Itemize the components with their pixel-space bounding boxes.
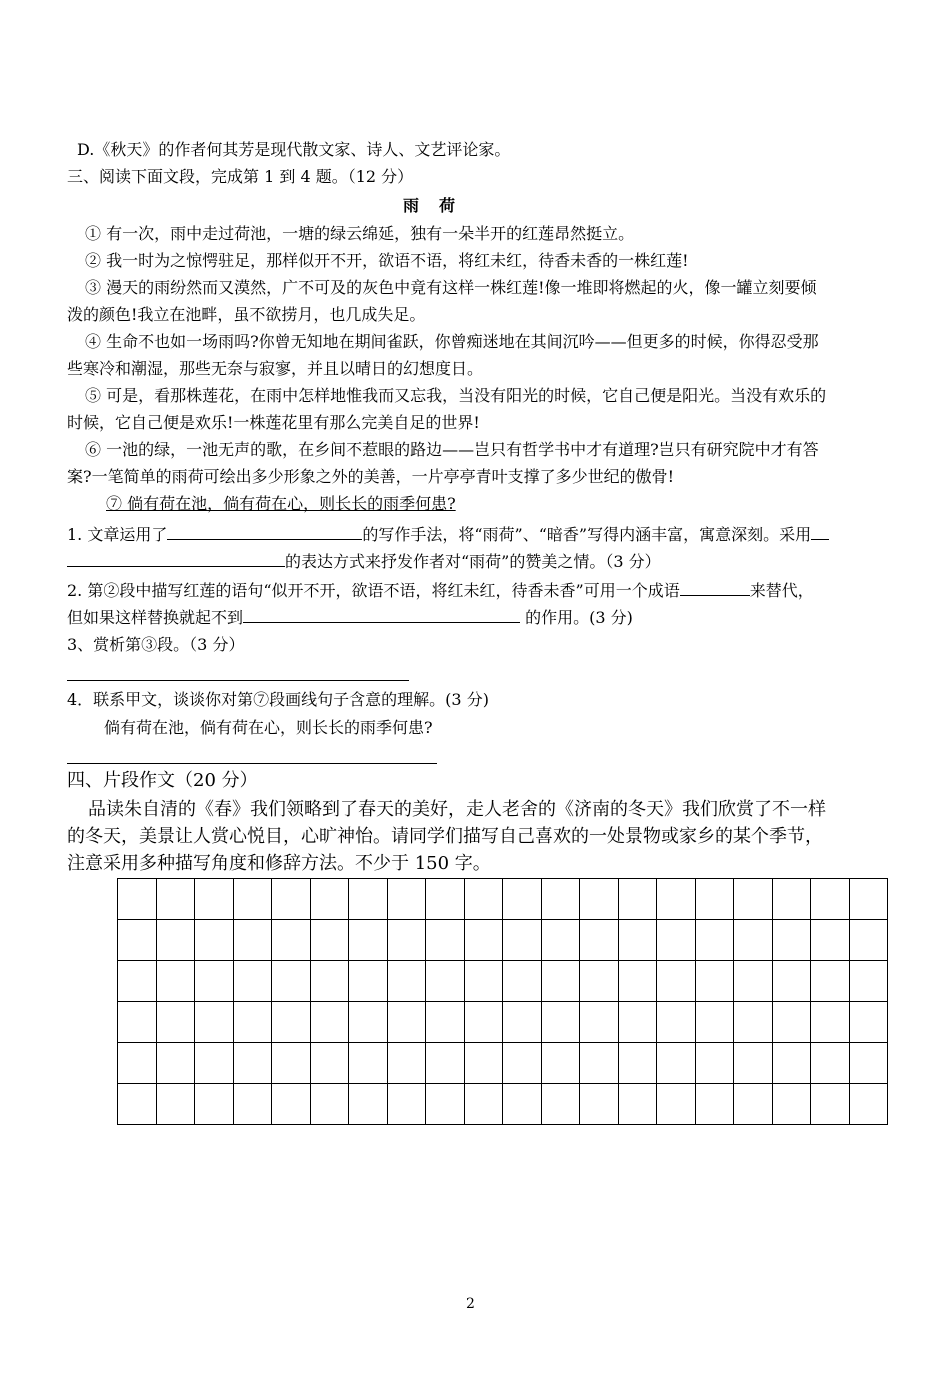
grid-cell[interactable] [734, 1084, 773, 1125]
grid-cell[interactable] [618, 879, 657, 920]
q1-answer-blank-2-start[interactable] [811, 525, 829, 540]
grid-cell[interactable] [503, 1043, 542, 1084]
question-4-quote: 倘有荷在池，倘有荷在心，则长长的雨季何患? [104, 718, 433, 737]
grid-cell[interactable] [233, 1043, 272, 1084]
grid-cell[interactable] [772, 1002, 811, 1043]
grid-cell[interactable] [657, 961, 696, 1002]
grid-cell[interactable] [503, 961, 542, 1002]
grid-cell[interactable] [310, 961, 349, 1002]
question-1-line-1 [67, 525, 829, 545]
grid-cell[interactable] [734, 920, 773, 961]
question-1-line-2 [67, 552, 661, 572]
grid-cell[interactable] [156, 1002, 195, 1043]
q1-answer-blank-1[interactable] [167, 525, 362, 540]
paragraph-5-line-1: ⑤ 可是，看那株莲花，在雨中怎样地惟我而又忘我，当没有阳光的时候，它自己便是阳光。当没有欢乐的 [85, 386, 827, 405]
composition-prompt-line-1: 品读朱自清的《春》我们领略到了春天的美好，走人老舍的《济南的冬天》我们欣赏了不一样 [88, 799, 826, 820]
grid-cell[interactable] [426, 1043, 465, 1084]
grid-row [118, 920, 888, 961]
grid-cell[interactable] [541, 920, 580, 961]
grid-cell[interactable] [349, 961, 388, 1002]
grid-cell[interactable] [387, 1084, 426, 1125]
grid-cell[interactable] [695, 1043, 734, 1084]
q2-effect-blank[interactable] [243, 608, 520, 623]
grid-cell[interactable] [195, 920, 234, 961]
grid-cell[interactable] [464, 920, 503, 961]
grid-cell[interactable] [580, 1084, 619, 1125]
question-3: 3、赏析第③段。（3 分） [67, 635, 245, 654]
grid-cell[interactable] [580, 1002, 619, 1043]
paragraph-1: ① 有一次，雨中走过荷池，一塘的绿云绵延，独有一朵半开的红莲昂然挺立。 [85, 224, 635, 243]
grid-cell[interactable] [349, 879, 388, 920]
question-2-line-1 [67, 581, 814, 601]
grid-cell[interactable] [156, 961, 195, 1002]
grid-cell[interactable] [118, 920, 157, 961]
q2-text-d: 的作用。(3 分) [520, 608, 633, 627]
grid-cell[interactable] [426, 920, 465, 961]
paragraph-4-line-2: 些寒冷和潮湿，那些无奈与寂寥，并且以晴日的幻想度日。 [67, 359, 484, 378]
grid-cell[interactable] [734, 1043, 773, 1084]
grid-cell[interactable] [387, 1002, 426, 1043]
paragraph-5-line-2: 时候，它自己便是欢乐!一株莲花里有那么完美自足的世界! [67, 413, 480, 432]
paragraph-6-line-2: 案?一笔简单的雨荷可绘出多少形象之外的美善，一片亭亭青叶支撑了多少世纪的傲骨! [67, 467, 675, 486]
grid-cell[interactable] [118, 879, 157, 920]
grid-cell[interactable] [233, 920, 272, 961]
grid-cell[interactable] [657, 1043, 696, 1084]
paragraph-3-line-2: 泼的颜色!我立在池畔，虽不欲捞月，也几成失足。 [67, 305, 426, 324]
grid-cell[interactable] [195, 879, 234, 920]
grid-cell[interactable] [734, 961, 773, 1002]
grid-cell[interactable] [387, 879, 426, 920]
grid-cell[interactable] [811, 1043, 850, 1084]
grid-cell[interactable] [849, 1002, 888, 1043]
q1-text-c: 的表达方式来抒发作者对“雨荷”的赞美之情。（3 分） [285, 552, 661, 571]
grid-cell[interactable] [695, 920, 734, 961]
grid-cell[interactable] [618, 1084, 657, 1125]
grid-cell[interactable] [541, 961, 580, 1002]
q2-text-b: 来替代， [749, 581, 814, 600]
grid-cell[interactable] [657, 1084, 696, 1125]
grid-cell[interactable] [503, 1002, 542, 1043]
grid-row [118, 1002, 888, 1043]
grid-cell[interactable] [503, 879, 542, 920]
grid-cell[interactable] [118, 1084, 157, 1125]
grid-cell[interactable] [811, 920, 850, 961]
grid-cell[interactable] [580, 879, 619, 920]
composition-prompt-line-3: 注意采用多种描写角度和修辞方法。不少于 150 字。 [67, 853, 491, 874]
grid-cell[interactable] [772, 1043, 811, 1084]
grid-cell[interactable] [118, 1002, 157, 1043]
grid-cell[interactable] [349, 920, 388, 961]
question-4: 4．联系甲文，谈谈你对第⑦段画线句子含意的理解。(3 分) [67, 690, 489, 709]
section-4-heading: 四、片段作文（20 分） [67, 770, 258, 791]
grid-cell[interactable] [426, 1002, 465, 1043]
q1-text-a: 1. 文章运用了 [67, 525, 168, 544]
grid-cell[interactable] [426, 961, 465, 1002]
grid-cell[interactable] [734, 879, 773, 920]
grid-cell[interactable] [541, 1002, 580, 1043]
question-4-answer-line[interactable] [67, 763, 437, 764]
grid-cell[interactable] [811, 961, 850, 1002]
grid-cell[interactable] [464, 1043, 503, 1084]
grid-cell[interactable] [580, 1043, 619, 1084]
grid-cell[interactable] [156, 920, 195, 961]
q1-text-b: 的写作手法，将“雨荷”、“暗香”写得内涵丰富，寓意深刻。采用 [362, 525, 812, 544]
grid-cell[interactable] [772, 920, 811, 961]
grid-cell[interactable] [156, 879, 195, 920]
grid-cell[interactable] [272, 1043, 311, 1084]
grid-cell[interactable] [464, 1084, 503, 1125]
q2-text-a: 2. 第②段中描写红莲的语句“似开不开，欲语不语，将红未红，待香未香”可用一个成语 [67, 581, 680, 600]
grid-cell[interactable] [233, 1084, 272, 1125]
grid-cell[interactable] [464, 879, 503, 920]
grid-cell[interactable] [426, 1084, 465, 1125]
grid-cell[interactable] [849, 920, 888, 961]
grid-cell[interactable] [272, 920, 311, 961]
grid-cell[interactable] [233, 961, 272, 1002]
paragraph-4-line-1: ④ 生命不也如一场雨吗?你曾无知地在期间雀跃，你曾痴迷地在其间沉吟——但更多的时候，你得忍受那 [85, 332, 819, 351]
grid-cell[interactable] [156, 1084, 195, 1125]
grid-cell[interactable] [118, 961, 157, 1002]
grid-cell[interactable] [464, 961, 503, 1002]
grid-row [118, 1043, 888, 1084]
paragraph-7-underlined: ⑦ 倘有荷在池，倘有荷在心，则长长的雨季何患? [106, 494, 456, 513]
grid-cell[interactable] [541, 1084, 580, 1125]
grid-cell[interactable] [657, 1002, 696, 1043]
grid-cell[interactable] [156, 1043, 195, 1084]
grid-cell[interactable] [772, 879, 811, 920]
composition-prompt-line-2: 的冬天，美景让人赏心悦目，心旷神怡。请同学们描写自己喜欢的一处景物或家乡的某个季节， [67, 826, 823, 847]
q2-idiom-blank[interactable] [680, 581, 750, 596]
grid-cell[interactable] [464, 1002, 503, 1043]
grid-cell[interactable] [272, 1002, 311, 1043]
grid-row [118, 1084, 888, 1125]
grid-cell[interactable] [657, 879, 696, 920]
grid-cell[interactable] [426, 879, 465, 920]
grid-cell[interactable] [310, 879, 349, 920]
grid-cell[interactable] [849, 1084, 888, 1125]
passage-title: 雨 荷 [403, 196, 458, 215]
grid-cell[interactable] [657, 920, 696, 961]
grid-cell[interactable] [272, 879, 311, 920]
grid-cell[interactable] [618, 1043, 657, 1084]
question-2-line-2 [67, 608, 633, 628]
grid-cell[interactable] [310, 1084, 349, 1125]
grid-cell[interactable] [195, 961, 234, 1002]
grid-cell[interactable] [541, 879, 580, 920]
section-3-heading: 三、阅读下面文段，完成第 1 到 4 题。（12 分） [67, 167, 414, 186]
grid-cell[interactable] [387, 920, 426, 961]
grid-cell[interactable] [310, 1043, 349, 1084]
grid-row [118, 879, 888, 920]
grid-cell[interactable] [772, 1084, 811, 1125]
grid-cell[interactable] [272, 961, 311, 1002]
grid-cell[interactable] [349, 1002, 388, 1043]
grid-cell[interactable] [195, 1002, 234, 1043]
q1-answer-blank-2[interactable] [67, 552, 285, 567]
grid-cell[interactable] [811, 1002, 850, 1043]
grid-cell[interactable] [195, 1084, 234, 1125]
grid-cell[interactable] [695, 1002, 734, 1043]
grid-cell[interactable] [695, 1084, 734, 1125]
grid-cell[interactable] [580, 920, 619, 961]
grid-cell[interactable] [811, 1084, 850, 1125]
grid-cell[interactable] [387, 961, 426, 1002]
paragraph-3-line-1: ③ 漫天的雨纷然而又漠然，广不可及的灰色中竟有这样一株红莲!像一堆即将燃起的火，像一罐立刻要倾 [85, 278, 817, 297]
grid-row [118, 961, 888, 1002]
grid-cell[interactable] [580, 961, 619, 1002]
grid-cell[interactable] [618, 1002, 657, 1043]
paragraph-2: ② 我一时为之惊愕驻足，那样似开不开，欲语不语，将红未红，待香未香的一株红莲! [85, 251, 689, 270]
option-d: D.《秋天》的作者何其芳是现代散文家、诗人、文艺评论家。 [77, 140, 511, 159]
grid-cell[interactable] [310, 1002, 349, 1043]
grid-cell[interactable] [695, 961, 734, 1002]
grid-cell[interactable] [772, 961, 811, 1002]
grid-cell[interactable] [849, 879, 888, 920]
grid-cell[interactable] [387, 1043, 426, 1084]
grid-cell[interactable] [849, 961, 888, 1002]
grid-cell[interactable] [503, 1084, 542, 1125]
q2-text-c: 但如果这样替换就起不到 [67, 608, 244, 627]
page-number: 2 [466, 1296, 475, 1312]
paragraph-6-line-1: ⑥ 一池的绿，一池无声的歌，在乡间不惹眼的路边——岂只有哲学书中才有道理?岂只有研究院中才有答 [85, 440, 819, 459]
grid-cell[interactable] [349, 1043, 388, 1084]
grid-cell[interactable] [118, 1043, 157, 1084]
grid-cell[interactable] [272, 1084, 311, 1125]
grid-cell[interactable] [233, 879, 272, 920]
grid-cell[interactable] [310, 920, 349, 961]
grid-cell[interactable] [618, 961, 657, 1002]
writing-grid[interactable] [117, 878, 888, 1125]
grid-cell[interactable] [233, 1002, 272, 1043]
grid-cell[interactable] [503, 920, 542, 961]
grid-cell[interactable] [811, 879, 850, 920]
grid-cell[interactable] [618, 920, 657, 961]
question-3-answer-line[interactable] [67, 680, 409, 681]
grid-cell[interactable] [541, 1043, 580, 1084]
grid-cell[interactable] [849, 1043, 888, 1084]
grid-cell[interactable] [695, 879, 734, 920]
grid-cell[interactable] [195, 1043, 234, 1084]
grid-cell[interactable] [734, 1002, 773, 1043]
grid-cell[interactable] [349, 1084, 388, 1125]
